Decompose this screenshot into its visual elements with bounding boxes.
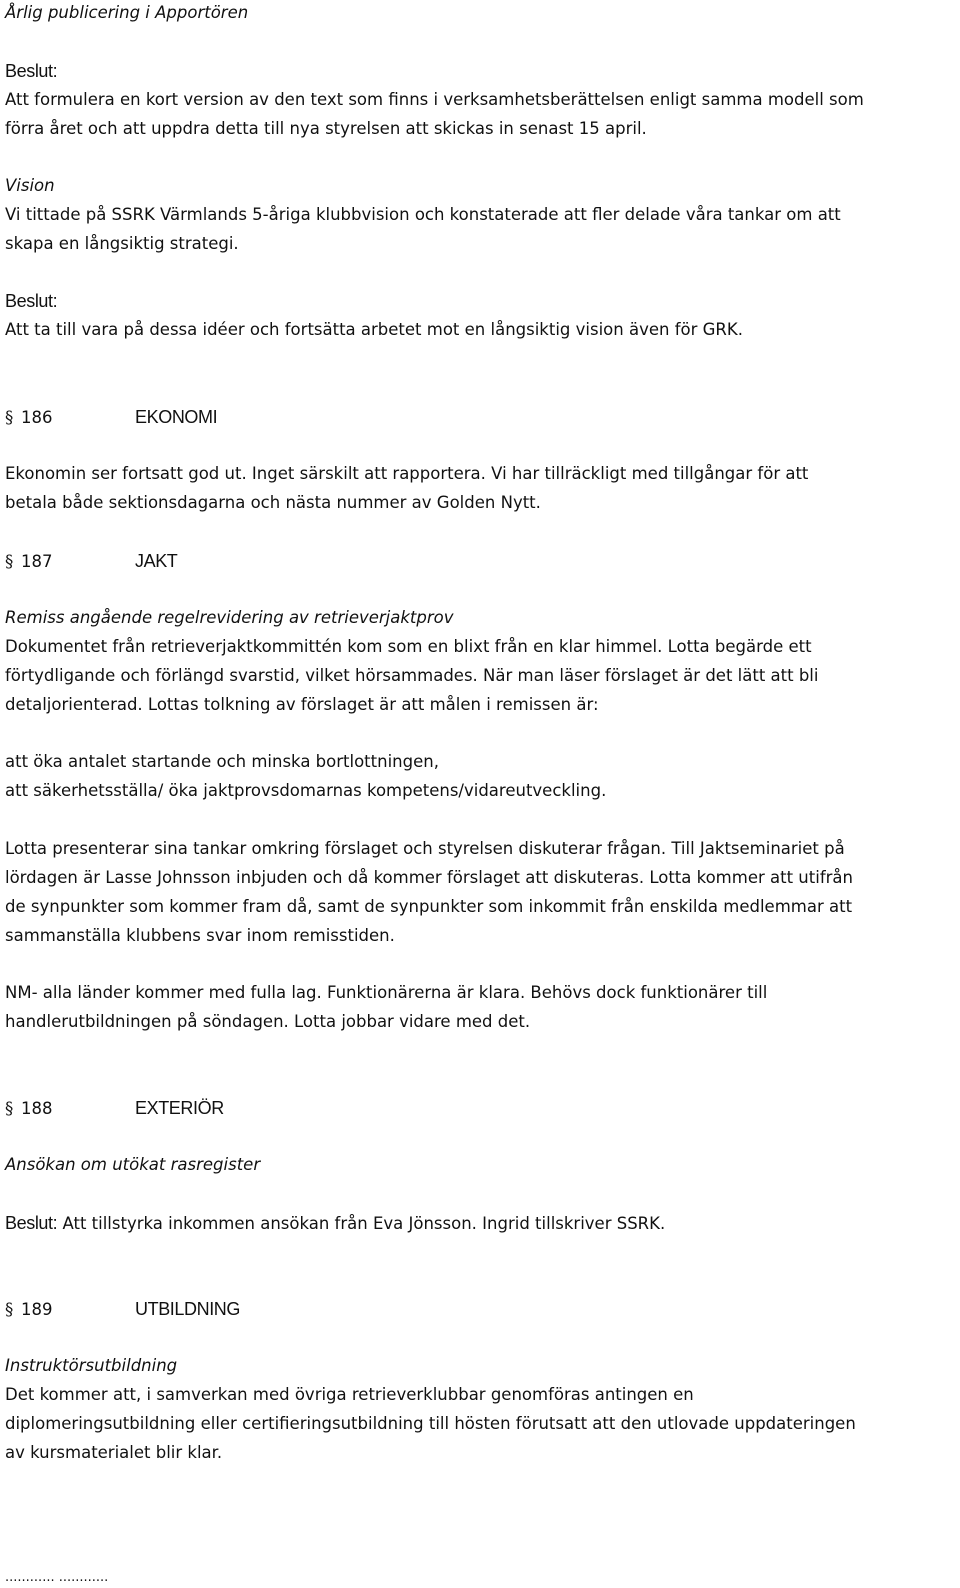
paragraph-line: Att ta till vara på dessa idéer och fortsätta arbetet mot en långsiktig vision även för GRK. — [5, 320, 743, 339]
section-heading-186 — [5, 406, 217, 429]
decision-label: Beslut: — [5, 1213, 58, 1233]
decision-label: Beslut: — [5, 291, 58, 311]
section-symbol: § — [5, 1099, 14, 1118]
section-number: 189 — [21, 1300, 53, 1319]
section-number: 187 — [21, 552, 53, 571]
section-heading-188 — [5, 1097, 224, 1120]
paragraph-line: diplomeringsutbildning eller certifieringsutbildning till hösten förutsatt att den utlovade uppdateringen — [5, 1414, 856, 1433]
paragraph-line: detaljorienterad. Lottas tolkning av förslaget är att målen i remissen är: — [5, 695, 599, 714]
section-subheading: Vision — [5, 176, 55, 195]
signature-dots: ............ ............ — [5, 1570, 109, 1585]
section-title: EKONOMI — [135, 407, 218, 427]
section-heading-187 — [5, 550, 177, 573]
paragraph-line: Att formulera en kort version av den text som finns i verksamhetsberättelsen enligt samma modell som — [5, 90, 864, 109]
section-title: EXTERIÖR — [135, 1098, 224, 1118]
decision-label: Beslut: — [5, 61, 58, 81]
paragraph-line: Det kommer att, i samverkan med övriga retrieverklubbar genomföras antingen en — [5, 1385, 694, 1404]
section-symbol: § — [5, 1300, 14, 1319]
paragraph-line: av kursmaterialet blir klar. — [5, 1443, 223, 1462]
section-symbol: § — [5, 552, 14, 571]
paragraph-line: handlerutbildningen på söndagen. Lotta jobbar vidare med det. — [5, 1012, 531, 1031]
document-title: Årlig publicering i Apportören — [5, 3, 249, 22]
paragraph-line: de synpunkter som kommer fram då, samt de synpunkter som inkommit från enskilda medlemmar att — [5, 897, 853, 916]
section-symbol: § — [5, 408, 14, 427]
paragraph-line: lördagen är Lasse Johnsson inbjuden och då kommer förslaget att diskuteras. Lotta kommer att utifrån — [5, 868, 853, 887]
paragraph-line: Dokumentet från retrieverjaktkommittén kom som en blixt från en klar himmel. Lotta begärde ett — [5, 637, 812, 656]
goal-item: att öka antalet startande och minska bortlottningen, — [5, 752, 439, 771]
section-heading-189 — [5, 1298, 240, 1321]
paragraph-line: förtydligande och förlängd svarstid, vilket hörsammades. När man läser förslaget är det lätt att bli — [5, 666, 819, 685]
section-title: JAKT — [135, 551, 178, 571]
section-title: UTBILDNING — [135, 1299, 241, 1319]
paragraph-line: Ekonomin ser fortsatt god ut. Inget särskilt att rapportera. Vi har tillräckligt med tillgångar för att — [5, 464, 809, 483]
paragraph-line: skapa en långsiktig strategi. — [5, 234, 239, 253]
paragraph-line: förra året och att uppdra detta till nya styrelsen att skickas in senast 15 april. — [5, 119, 647, 138]
section-number: 186 — [21, 408, 53, 427]
section-subheading: Remiss angående regelrevidering av retrieverjaktprov — [5, 608, 454, 627]
paragraph-line: NM- alla länder kommer med fulla lag. Funktionärerna är klara. Behövs dock funktionärer till — [5, 983, 768, 1002]
section-number: 188 — [21, 1099, 53, 1118]
paragraph-line: betala både sektionsdagarna och nästa nummer av Golden Nytt. — [5, 493, 541, 512]
section-subheading: Instruktörsutbildning — [5, 1356, 178, 1375]
decision-line — [5, 1213, 665, 1234]
goal-item: att säkerhetsställa/ öka jaktprovsdomarnas kompetens/vidareutveckling. — [5, 781, 607, 800]
paragraph-line: sammanställa klubbens svar inom remisstiden. — [5, 926, 395, 945]
paragraph-line: Vi tittade på SSRK Värmlands 5-åriga klubbvision och konstaterade att fler delade våra tankar om att — [5, 205, 841, 224]
section-subheading: Ansökan om utökat rasregister — [5, 1155, 261, 1174]
paragraph-line: Lotta presenterar sina tankar omkring förslaget och styrelsen diskuterar frågan. Till Jaktseminariet på — [5, 839, 845, 858]
decision-text: Att tillstyrka inkommen ansökan från Eva Jönsson. Ingrid tillskriver SSRK. — [57, 1214, 666, 1233]
